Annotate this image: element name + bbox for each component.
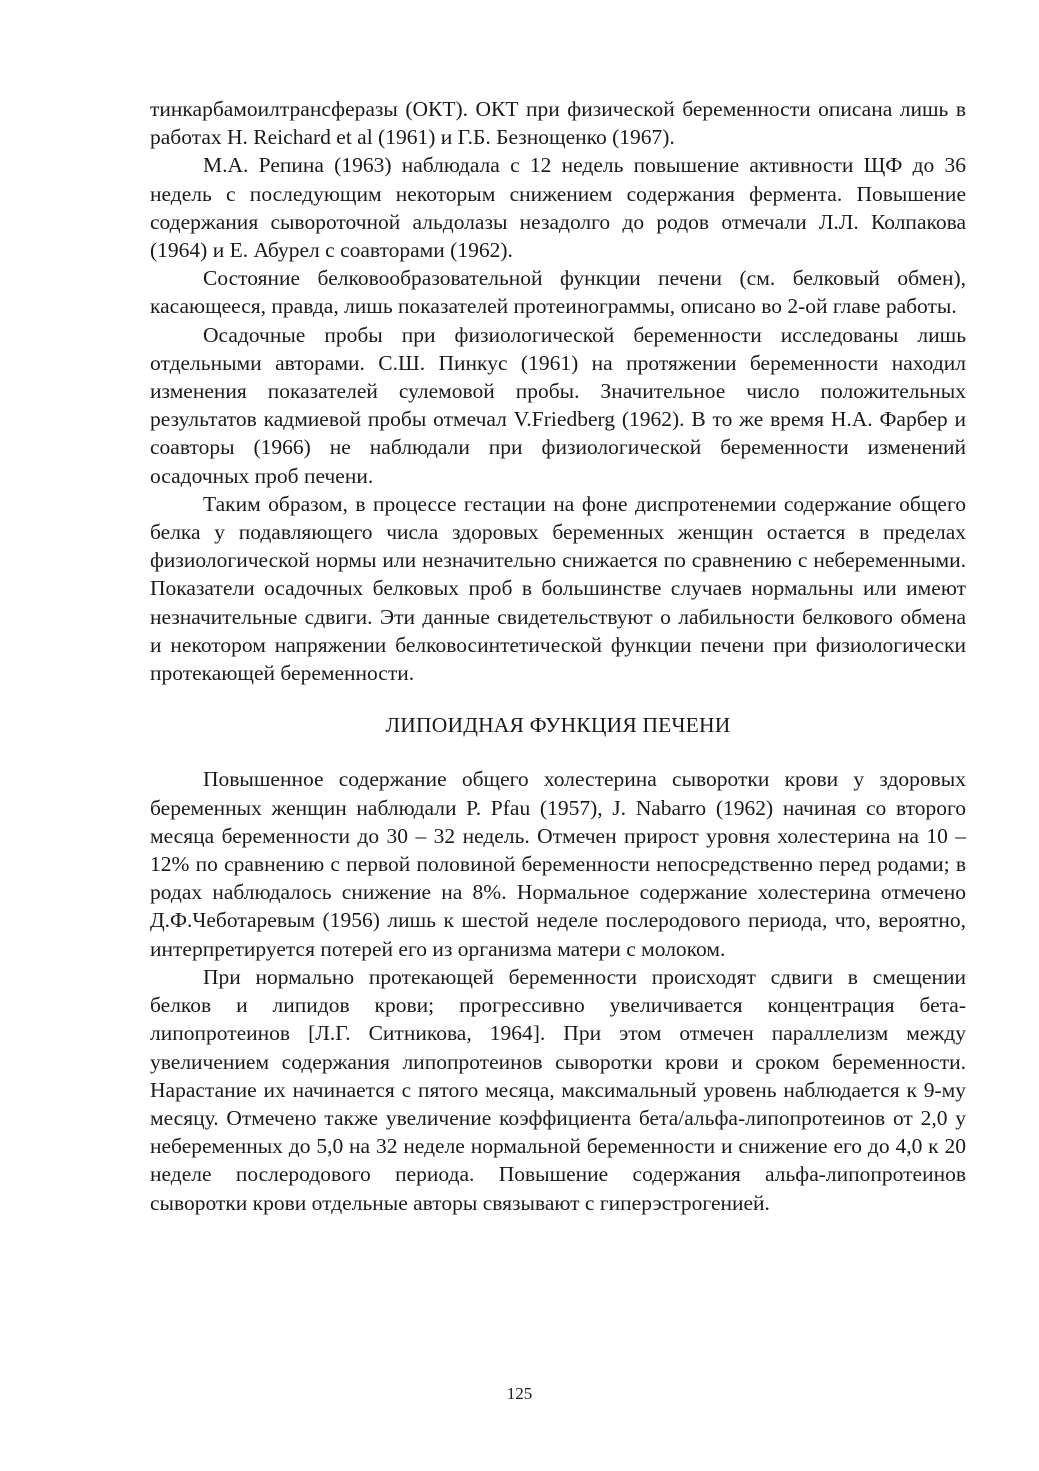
document-page <box>150 95 966 1217</box>
paragraph-sediment-tests: Осадочные пробы при физиологической беременности исследованы лишь отдельными авторами. С.Ш. Пинкус (1961) на протяжении беременности находил изменения показателей сулемовой пробы. Значительное число положительных результатов кадмиевой пробы отмечал V.Friedberg (1962). В то же время Н.А. Фарбер и соавторы (1966) не наблюдали при физиологической беременности изменений осадочных проб печени. <box>150 322 966 488</box>
paragraph-lipoproteins: При нормально протекающей беременности происходят сдвиги в смещении белков и липидов крови; прогрессивно увеличивается концентрация бета-липопротеинов [Л.Г. Ситникова, 1964]. При этом отмечен параллелизм между увеличением содержания липопротеинов сыворотки крови и сроком беременности. Нарастание их начинается с пятого месяца, максимальный уровень наблюдается к 9-му месяцу. Отмечено также увеличение коэффициента бета/альфа-липопротеинов от 2,0 у небеременных до 5,0 на 32 неделе нормальной беременности и снижение его до 4,0 к 20 неделе послеродового периода. Повышение содержания альфа-липопротеинов сыворотки крови отдельные авторы связывают с гиперэстрогенией. <box>150 964 966 1215</box>
section-heading: ЛИПОИДНАЯ ФУНКЦИЯ ПЕЧЕНИ <box>385 713 731 738</box>
paragraph-conclusion: Таким образом, в процессе гестации на фоне диспротенемии содержание общего белка у подавляющего числа здоровых беременных женщин остается в пределах физиологической нормы или незначительно снижается по сравнению с небеременными. Показатели осадочных белковых проб в большинстве случаев нормальны или имеют незначительные сдвиги. Эти данные свидетельствуют о лабильности белкового обмена и некотором напряжении белковосинтетической функции печени при физиологически протекающей беременности. <box>150 491 966 686</box>
paragraph-cholesterol: Повышенное содержание общего холестерина сыворотки крови у здоровых беременных женщин наблюдали P. Pfau (1957), J. Nabarro (1962) начиная со второго месяца беременности до 30 – 32 недель. Отмечен прирост уровня холестерина на 10 – 12% по сравнению с первой половиной беременности непосредственно перед родами; в родах наблюдалось снижение на 8%. Нормальное содержание холестерина отмечено Д.Ф.Чеботаревым (1956) лишь к шестой неделе послеродового периода, что, вероятно, интерпретируется потерей его из организма матери с молоком. <box>150 767 966 961</box>
paragraph-repina: М.А. Репина (1963) наблюдала с 12 недель повышение активности ЩФ до 36 недель с последующим некоторым снижением содержания фермента. Повышение содержания сывороточной альдолазы незадолго до родов отмечали Л.Л. Колпакова (1964) и Е. Абурел с соавторами (1962). <box>150 153 966 263</box>
paragraph-okt-continuation: тинкарбамоилтрансферазы (ОКТ). ОКТ при физической беременности описана лишь в работах H. Reichard et al (1961) и Г.Б. Безнощенко (1967). <box>150 97 966 150</box>
paragraph-protein-function: Состояние белковообразовательной функции печени (см. белковый обмен), касающееся, правда, лишь показателей протеинограммы, описано во 2-ой главе работы. <box>150 266 966 319</box>
page-number: 125 <box>506 1384 533 1403</box>
